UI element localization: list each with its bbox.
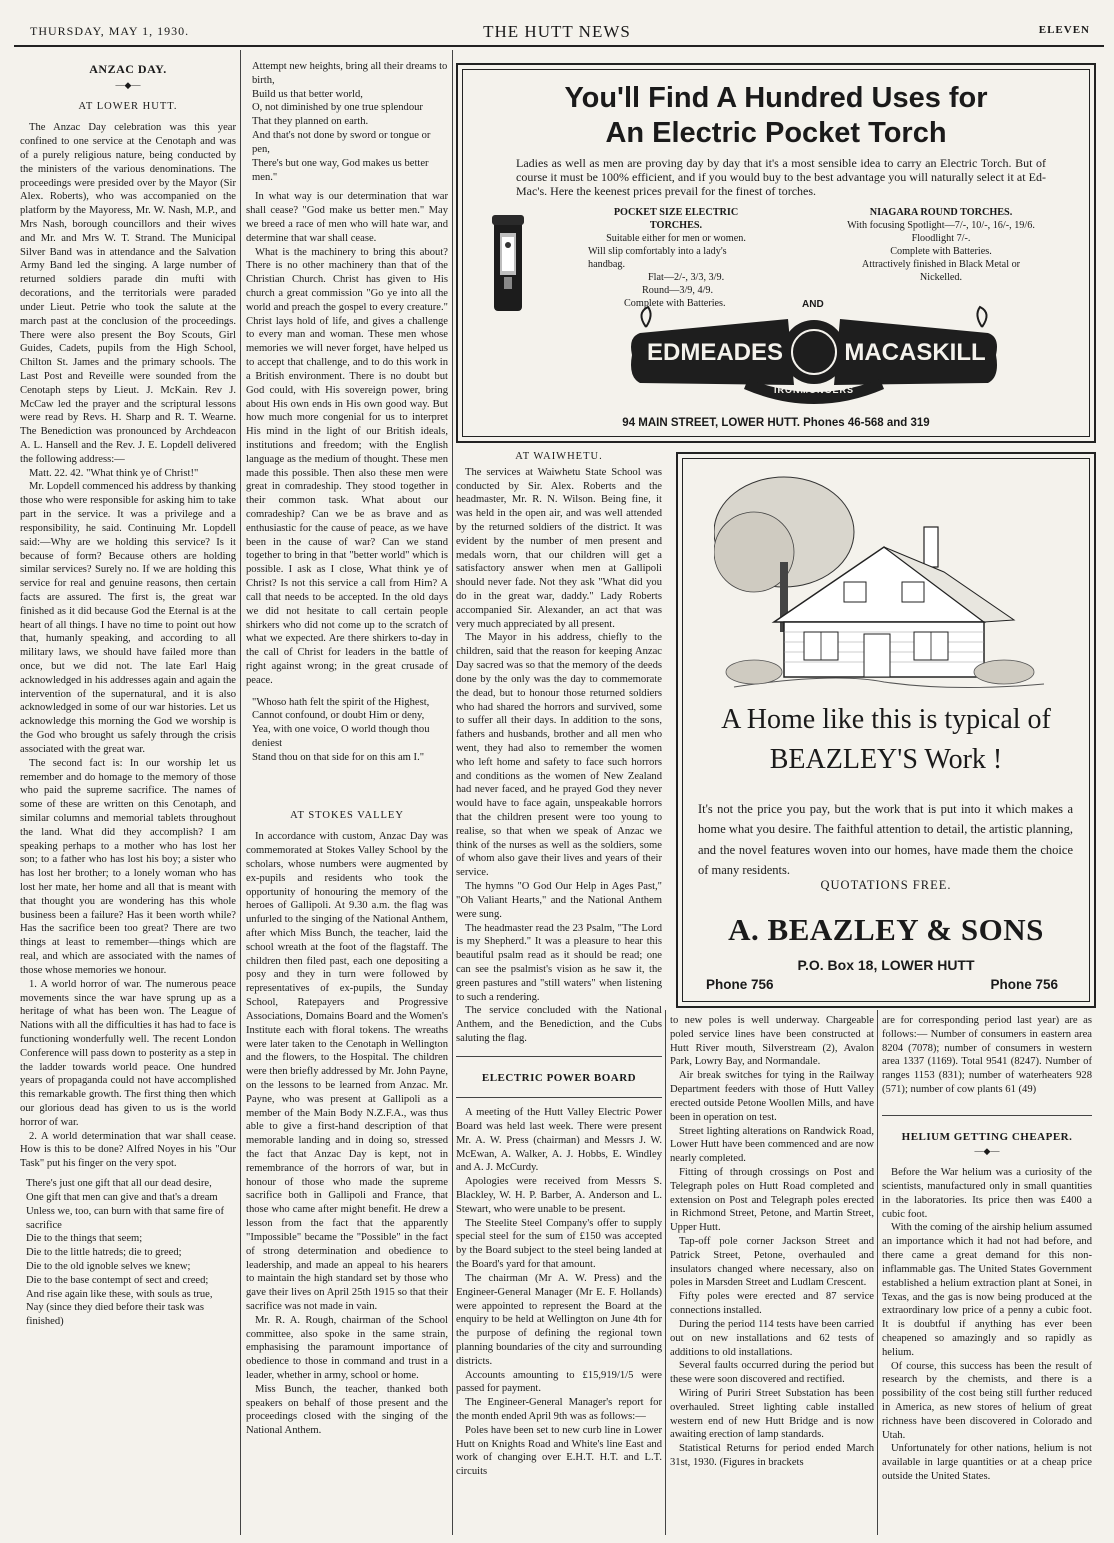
waiwhetu-column bbox=[456, 450, 662, 1537]
anzac-paragraph: The Anzac Day celebration was this year confined to one service at the Cenotaph and was of a purely religious nature, being conducted by the ministers of the various denominations. The proceedings were presided over by the Mayor (Sir Alex. Roberts), who was accompanied on the platform by the Mayoress, Mr. W. Nash, M.P., and Mrs Nash, borough councillors and their wives and Mr. and Mrs W. T. Strand. The Municipal Silver Band was in attendance and the Salvation Army Band led the singing. A large number of returned soldiers parade din mufti with decorations, and the territorials were paraded under Lieut. Petrie who took the salute at the march past at the conclusion of the proceedings. There were also present the Boy Scouts, Girl Guides, Cadets, pupils from the High School, Chilton St. James and the primary schools. The Last Post and Reveille were sounded from the Cenotaph steps by Lieut. J. McKain. Rev J. McCaw led the prayer and the scriptural lessons were read by Revs. H. Sharp and R. T. Wearne. The Benediction was pronounced by Archdeacon A. L. Hansell and the Rev. J. E. Lopdell delivered the following address:— bbox=[20, 122, 236, 465]
power-paragraph: Apologies were received from Messrs S. Blackley, W. H. P. Barber, A. Anderson and L. Stewart, who were unable to be present. bbox=[456, 1176, 662, 1215]
power-board-title: ELECTRIC POWER BOARD bbox=[481, 1071, 637, 1084]
ornament-divider: —◆— bbox=[115, 79, 141, 90]
anzac-subtitle: AT LOWER HUTT. bbox=[78, 100, 178, 112]
torch-line: Complete with Batteries. bbox=[624, 297, 726, 309]
stokes-title: AT STOKES VALLEY bbox=[290, 809, 404, 821]
anzac-title: ANZAC DAY. bbox=[89, 62, 167, 76]
torch-line: Floodlight 7/-. bbox=[911, 232, 971, 244]
beazley-phone-left: Phone 756 bbox=[706, 977, 774, 992]
poem-line: There's but one way, God makes us better men." bbox=[252, 157, 429, 183]
beazley-company-name: A. BEAZLEY & SONS bbox=[728, 912, 1044, 947]
pocket-torches-section bbox=[588, 207, 764, 311]
power-paragraph: Fitting of through crossings on Post and Telegraph poles on Hutt Road completed and extension on Post and Telegraph poles erected in Richmond Street, Petone, and Martin Street, Upper Hutt. bbox=[670, 1166, 874, 1234]
waiwhetu-paragraph: The service concluded with the National Anthem, and the Benediction, and the Cubs saluting the flag. bbox=[456, 1005, 662, 1044]
torch-advertisement bbox=[456, 63, 1096, 443]
poem-line: Stand thou on that side for on this am I." bbox=[252, 751, 425, 763]
power-paragraph: The chairman (Mr A. W. Press) and the Engineer-General Manager (Mr E. F. Hollands) were appointed to represent the Board at the enquiry to be held at Wellington on June 4th for the purpose of defining the regional town planning boundaries of the city and surrounding districts. bbox=[456, 1272, 662, 1367]
logo-ironmongers: IRONMONGERS bbox=[773, 385, 854, 395]
power-paragraph: A meeting of the Hutt Valley Electric Power Board was held last week. There were present Mr. A. W. Press (chairman) and Messrs J. W. McEwan, A. Walker, A. J. Hobbs, E. Windley and A. J. McCurdy. bbox=[456, 1107, 662, 1174]
torch-headline-1: You'll Find A Hundred Uses for bbox=[564, 82, 988, 114]
torch-line: Suitable either for men or women. bbox=[606, 232, 746, 244]
torch-illustration-icon bbox=[488, 215, 528, 315]
column-rule bbox=[877, 1010, 878, 1535]
torch-headline-2: An Electric Pocket Torch bbox=[605, 117, 947, 149]
logo-and: AND bbox=[802, 299, 824, 310]
poem-whoso bbox=[246, 696, 448, 765]
waiwhetu-paragraph: The hymns "O God Our Help in Ages Past," "Oh Valiant Hearts," and the National Anthem were sung. bbox=[456, 881, 662, 920]
poem-line: Die to the things that seem; bbox=[26, 1233, 143, 1245]
waiwhetu-title: AT WAIWHETU. bbox=[515, 451, 603, 462]
poem-line: Die to the old ignoble selves we knew; bbox=[26, 1260, 191, 1272]
poem-line: "Whoso hath felt the spirit of the Highest, bbox=[252, 696, 430, 708]
poem-line: Nay (since they died before their task was finished) bbox=[26, 1302, 204, 1328]
niagara-torches-heading: NIAGARA ROUND TORCHES. bbox=[869, 207, 1013, 218]
power-board-column-2 bbox=[670, 1014, 874, 1537]
stokes-paragraph: Mr. R. A. Rough, chairman of the School committee, also spoke in the same strain, emphasising the paramount importance of obedience to those in command and trust in a leader, whether in army, school or home. bbox=[246, 1314, 448, 1381]
poem-line: Unless we, too, can burn with that same fire of sacrifice bbox=[26, 1205, 224, 1231]
poem-line: And that's not done by sword or tongue or pen, bbox=[252, 130, 431, 155]
poem-line: One gift that men can give and that's a dream bbox=[26, 1191, 218, 1203]
section-rule bbox=[456, 1056, 662, 1057]
poem-line: And rise again like these, with souls as true, bbox=[26, 1288, 213, 1300]
anzac-column-2 bbox=[246, 60, 448, 1537]
power-paragraph: Fifty poles were erected and 87 service connections installed. bbox=[670, 1291, 874, 1317]
torch-body: Ladies as well as men are proving day by day that it's a most sensible idea to carry an Electric Torch. But of course it must be 100% efficient, and if you would buy to the best advantage you will naturally select it at Ed-Mac's. Here the keenest prices prevail for the finest of torches. bbox=[516, 156, 1046, 198]
beazley-quotations: QUOTATIONS FREE. bbox=[820, 878, 952, 892]
beazley-po-box: P.O. Box 18, LOWER HUTT bbox=[797, 957, 975, 973]
poem-line: Cannot confound, or doubt Him or deny, bbox=[252, 710, 425, 722]
power-paragraph: The Steelite Steel Company's offer to supply special steel for the sum of £150 was accepted by the Board subject to the steel being landed at the Board's yard for that amount. bbox=[456, 1217, 662, 1271]
beazley-advertisement bbox=[676, 452, 1096, 1008]
beazley-phone-right: Phone 756 bbox=[990, 977, 1058, 992]
waiwhetu-paragraph: The services at Waiwhetu State School was conducted by Sir. Alex. Roberts and the headmaster, Mr. R. N. Wilson. Being fine, it was held in the open air, and was well attended by the returned soldiers of the district. It was evident by the number of men present and medals worn, that our children will get a satisfactory answer when men at Gallipoli should never fade. Not they ask "What did you do in the great war, daddy." Lady Roberts accompanied Sir. Alexander, an act that was very much appreciated by all present. bbox=[456, 466, 662, 630]
edmeades-macaskill-logo bbox=[624, 297, 1004, 412]
torch-line: Flat—2/-, 3/3, 3/9. bbox=[648, 271, 725, 283]
beazley-headline-2: BEAZLEY'S Work ! bbox=[769, 744, 1003, 775]
poem-line: Die to the base contempt of sect and creed; bbox=[26, 1274, 209, 1286]
power-paragraph: Street lighting alterations on Randwick Road, Lower Hutt have been commenced and are now nearly completed. bbox=[670, 1125, 874, 1165]
helium-paragraph: With the coming of the airship helium assumed an importance which it had not had before, and there came a great demand for this non-inflammable gas. The United States Government established a helium extraction plant at Sonei, in Texas, and the gas is now being produced at the extraordinary low price of a penny a cubic foot. It is doubtful if anything has ever been cheapened so amazingly and so rapidly as helium. bbox=[882, 1222, 1092, 1358]
section-rule bbox=[882, 1115, 1092, 1116]
power-paragraph: to new poles is well underway. Chargeable poled service lines have been constructed at Hutt River mouth, Silverstream (2), Avalon Park, Lowry Bay, and Normandale. bbox=[670, 1015, 874, 1068]
power-paragraph: Air break switches for tying in the Railway Department feeders with those of Hutt Valley erected outside Petone Woollen Mills, and have been in operation on test. bbox=[670, 1070, 874, 1123]
page-number: ELEVEN bbox=[1038, 24, 1090, 36]
house-illustration-icon bbox=[714, 472, 1054, 697]
poem-our-task bbox=[20, 1177, 236, 1329]
column-rule bbox=[665, 1010, 666, 1535]
helium-paragraph: Of course, this success has been the result of research by the chemists, and there is a possibility of the cost being still further reduced in America, as new stores of helium of great richness have been discovered in Colorado and Utah. bbox=[882, 1360, 1092, 1441]
beazley-body: It's not the price you pay, but the work that is put into it which makes a home what you desire. The faithful attention to detail, the artistic planning, and the novel features woven into our homes, have made them the choice of many residents. bbox=[698, 802, 1073, 877]
anzac-paragraph: 1. A world horror of war. The numerous peace movements since the war have sprung up as a heritage of what has been won. The League of Nations with all the difficulties it has had to face is functioning wonderfully well. The recent London Conference will pass down to posterity as a step in the ladder towards world peace. One hundred years of propaganda could not have accomplished this remarkable growth. The first thing then which our glorious dead has given to us is the world horror of war. bbox=[20, 978, 236, 1128]
column-rule bbox=[452, 50, 453, 1535]
poem-line: Yea, with one voice, O world though thou deniest bbox=[252, 724, 430, 749]
power-paragraph: Several faults occurred during the period but these were soon discovered and rectified. bbox=[670, 1360, 874, 1386]
power-paragraph: Tap-off pole corner Jackson Street and Patrick Street, Petone, overhauled and insulators changed where necessary, also on poles in Marsden Street and Ludlam Crescent. bbox=[670, 1236, 874, 1289]
anzac-paragraph: In what way is our determination that war shall cease? "God make us better men." May we breed a race of men who will hate war, and determine that war shall cease. bbox=[246, 191, 448, 244]
anzac-paragraph: What is the machinery to bring this about? There is no other machinery than that of the Christian Church. Christ has given to His church a great commission "Go ye into all the world and preach the gospel to every creature." Christ lays hold of life, and gives a challenge to every man and woman. These men whose memories we will never forget, have helped us to accept that challenge, and to do this work in a British environment. There is no doubt but God could, with His sovereign power, bring about His own ends in His own good way. But how much more congenial for us to interpret His mind in the light of our British ideals, institutions and freedom; with the English language as the medium of thought. These men made this possible. Then also these men were great in comradeship. They stood together in their common task. What about our comradeship? Can we be as brave and as enthusiastic for the cause of peace, as we have been in the cause of war? Can we stand together to bring in that "better world" which is possible. I ask as I close, What think ye of Christ? Is not this service a call from Him? A call that needs to be accepted. In the old days we did not hesitate to call certain people shirkers who did not come up to the scratch of what we expected. Are there shirkers to-day in the call of Christ for leaders in the battle of right against wrong; in the great crusade of peace. bbox=[246, 246, 448, 686]
anzac-paragraph: 2. A world determination that war shall cease. How is this to be done? Alfred Noyes in his "Our Task" put his finger on the very spot. bbox=[20, 1130, 236, 1170]
header-date: THURSDAY, MAY 1, 1930. bbox=[30, 24, 190, 38]
poem-line: That they planned on earth. bbox=[252, 116, 369, 128]
poem-line: Attempt new heights, bring all their dreams to birth, bbox=[252, 61, 448, 86]
power-paragraph: are for corresponding period last year) are as follows:— Number of consumers in eastern area 8204 (7078); number of consumers in western area 1337 (1169). Total 9541 (8247). Number of ranges 1153 (831); number of waterheaters 928 (571); number of cow plants 61 (49) bbox=[882, 1015, 1092, 1096]
torch-line: Round—3/9, 4/9. bbox=[642, 284, 714, 296]
poem-line: Die to the little hatreds; die to greed; bbox=[26, 1247, 182, 1259]
torch-line: Will slip comfortably into a lady's handbag. bbox=[588, 245, 727, 270]
helium-title: HELIUM GETTING CHEAPER. bbox=[901, 1130, 1073, 1143]
niagara-torches-section bbox=[846, 207, 1036, 285]
ornament-divider: —◆— bbox=[974, 1146, 1000, 1157]
anzac-paragraph: Mr. Lopdell commenced his address by thanking those who were responsible for asking him to take part in the service. It was a privilege and a responsibility, he said. Continuing Mr. Lopdell said:—Why are we holding this service? Is it because of form? Because others are holding similar services? Surely no. If we are holding this service for real and genuine reasons, then certain facts are assured. The first is, the great war finished as it did because God the Eternal is at the heart of all things. I have no time to point out how that, humanly speaking, and according to all military laws, we should have failed more than once, but we did not. The late Earl Haig acknowledged in his addresses again and again the intervention of the supernatural, and it is also acknowledged in some of our war histories. Let us acknowledge this morning the God we worship is the God who brought us safely through the crisis associated with the great war. bbox=[20, 481, 236, 755]
power-paragraph: Poles have been set to new curb line in Lower Hutt on Knights Road and White's line East and work of changing over E.H.T. H.T. and L.T. circuits bbox=[456, 1424, 662, 1478]
anzac-paragraph: The second fact is: In our worship let us remember and do homage to the memory of those who paid the supreme sacrifice. The names of some of these are written on this Cenotaph, and similar columns and memorial tablets throughout the land. What did they accomplish? I am speaking perhaps to a mother who has lost her son; to a father who has lost his boy; a sister who has lost her brother; to a lonely woman who has lost her mate, her home and all that is meant with that thought you are wondering has this whole business been a failure? Has it been worth while? Has the sacrifice been too great? There are two things at least to remember—things which are real, and which are associated with the names of those whose memories we honour. bbox=[20, 757, 236, 976]
helium-paragraph: Before the War helium was a curiosity of the scientists, manufactured only in small quantities in the laboratories. Its price then was £400 a cubic foot. bbox=[882, 1167, 1092, 1220]
waiwhetu-paragraph: The headmaster read the 23 Psalm, "The Lord is my Shepherd." It was a pleasure to hear this beautiful psalm read as it should be read; one can see the psalmist's vision as he saw it, the green pastures and "still waters" when listening to such a rendering. bbox=[456, 922, 662, 1003]
poem-line: There's just one gift that all our dead desire, bbox=[26, 1178, 212, 1190]
poem-our-task-continued bbox=[246, 60, 448, 184]
helium-column bbox=[882, 1014, 1092, 1537]
torch-line: With focusing Spotlight—7/-, 10/-, 16/-, 19/6. bbox=[847, 219, 1035, 231]
poem-line: O, not diminished by one true splendour bbox=[252, 102, 423, 114]
section-rule bbox=[456, 1097, 662, 1098]
power-paragraph: During the period 114 tests have been carried out on new installations and 62 tests of additions to old installations. bbox=[670, 1318, 874, 1358]
torch-line: Complete with Batteries. bbox=[890, 245, 992, 257]
power-paragraph: Statistical Returns for period ended March 31st, 1930. (Figures in brackets bbox=[670, 1443, 874, 1468]
beazley-headline-1: A Home like this is typical of bbox=[721, 704, 1051, 735]
anzac-paragraph: Matt. 22. 42. "What think ye of Christ!" bbox=[29, 467, 199, 479]
stokes-paragraph: In accordance with custom, Anzac Day was commemorated at Stokes Valley School by the scholars, whose numbers were augmented by ex-pupils and residents who took the opportunity of honouring the memory of the heroes of Gallipoli. At 9.30 a.m. the flag was unfurled to the singing of the National Anthem, after which Miss Bunch, the teacher, laid the school wreath at the foot of the flagstaff. The children then filed past, each one depositing a posy and they in turn were followed by representatives of ex-pupils, the Sunday School, Ratepayers and Progressive Associations, Domains Board and the Women's Institute each with floral tokens. The wreaths were later taken to the Cenotaph in Wellington and the flowers, to the Hospital. The children were then briefly addressed by Mr. John Payne, on the lessons to be learned from Anzac. Mr. Payne, who was present at Gallipoli as a member of the Main Body N.Z.F.A., was thus able to give a first-hand description of that memorable landing and in doing so, stressed the fact that Anzac Day is kept, not in remembrance of the horrors of war, but in honour of those who made the supreme sacrifice both in Gallipoli and France, that those who came after might benefit. He drew a lesson from the fact that the apparently "Impossible" became the "Possible" in the fact of strong determination and obedience to leadership, and made an appeal to his hearers to maintain the high standard set by those who gave their lives on April 25th 1915 so that their sacrifice was not made in vain. bbox=[246, 831, 448, 1312]
anzac-column-1 bbox=[20, 62, 236, 1537]
stokes-paragraph: Miss Bunch, the teacher, thanked both speakers on behalf of those present and the proceedings closed with the singing of the National Anthem. bbox=[246, 1383, 448, 1437]
store-address: 94 MAIN STREET, LOWER HUTT. Phones 46-568 and 319 bbox=[622, 417, 930, 429]
pocket-torches-heading: POCKET SIZE ELECTRIC TORCHES. bbox=[613, 207, 739, 231]
header-rule bbox=[14, 45, 1104, 47]
waiwhetu-paragraph: The Mayor in his address, chiefly to the children, said that the reason for keeping Anzac Day sacred was so that the memory of the deeds done by the only was the day to commemorate the dead, but to honour those returned soldiers who had shared the horrors and survived, some to suffer all their days. In addition to the sons, fathers and husbands, brother and all men who went, they had also to remember the women who left home and safety to face such horrors and conditions as the women of New Zealand had never faced, and he prayed God they never would have to face again, unspeakable horrors that the children present were too young to realise, so that when we speak of Anzac we think of the nurses as well as the soldiers, some of whom also gave their lives and years of their service. bbox=[456, 632, 662, 879]
torch-line: Attractively finished in Black Metal or Nickelled. bbox=[861, 258, 1021, 283]
logo-edmeades: EDMEADES bbox=[646, 339, 784, 366]
helium-paragraph: Unfortunately for other nations, helium is not available in large quantities or at a cheap price outside the United States. bbox=[882, 1443, 1092, 1483]
power-paragraph: Wiring of Puriri Street Substation has been overhauled. Street lighting cable installed western end of new Hutt Bridge and is now awaiting erection of lamp standards. bbox=[670, 1387, 874, 1441]
poem-line: Build us that better world, bbox=[252, 88, 363, 100]
masthead-title: THE HUTT NEWS bbox=[483, 22, 631, 41]
power-paragraph: Accounts amounting to £15,919/1/5 were passed for payment. bbox=[456, 1369, 662, 1395]
logo-macaskill: MACASKILL bbox=[844, 339, 986, 366]
power-paragraph: The Engineer-General Manager's report for the month ended April 9th was as follows:— bbox=[456, 1397, 662, 1423]
column-rule bbox=[240, 50, 241, 1535]
